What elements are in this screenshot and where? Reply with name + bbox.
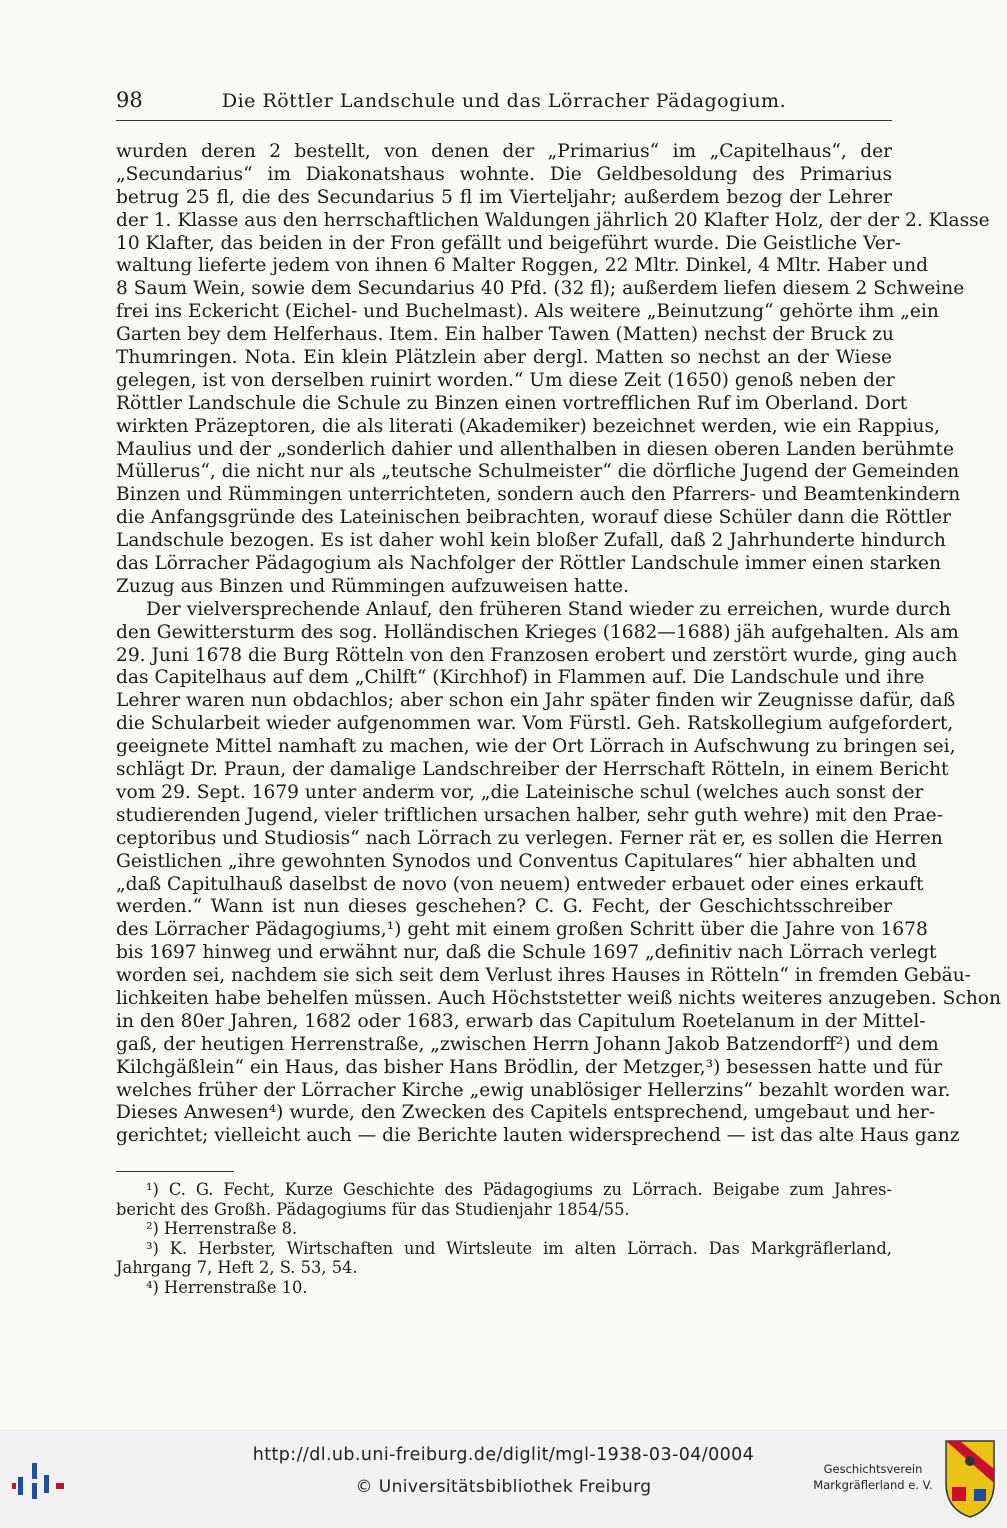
document-url-link[interactable]: http://dl.ub.uni-freiburg.de/diglit/mgl-1938-03-04/0004	[252, 1445, 755, 1465]
text-line: betrug 25 fl, die des Secundarius 5 fl im Vierteljahr; außerdem bezog der Lehrer	[116, 186, 892, 208]
text-line: Garten bey dem Helferhaus. Item. Ein halber Tawen (Matten) nechst der Bruck zu	[116, 324, 894, 346]
text-line: Dieses Anwesen⁴) wurde, den Zwecken des Capitels entsprechend, umgebaut und her-	[116, 1102, 936, 1124]
body-text	[116, 141, 1001, 1148]
text-line: Lehrer waren nun obdachlos; aber schon ein Jahr später finden wir Zeugnisse dafür, daß	[116, 690, 956, 712]
text-line: waltung lieferte jedem von ihnen 6 Malter Roggen, 22 Mltr. Dinkel, 4 Mltr. Haber und	[116, 255, 928, 277]
text-line: Der vielversprechende Anlauf, den früheren Stand wieder zu erreichen, wurde durch	[146, 598, 951, 620]
text-line: „Secundarius“ im Diakonatshaus wohnte. Die Geldbesoldung des Primarius	[116, 163, 892, 185]
text-line: werden.“ Wann ist nun dieses geschehen? C. G. Fecht, der Geschichtsschreiber	[116, 896, 892, 918]
footnote-rule	[116, 1171, 234, 1172]
running-title: Die Röttler Landschule und das Lörracher Pädagogium.	[221, 90, 787, 112]
text-line: wirkten Präzeptoren, die als literati (Akademiker) bezeichnet werden, wie ein Rappius,	[116, 415, 940, 437]
text-line: in den 80er Jahren, 1682 oder 1683, erwarb das Capitulum Roetelanum in der Mittel-	[116, 1010, 926, 1032]
text-line: des Lörracher Pädagogiums,¹) geht mit einem großen Schritt über die Jahre von 1678	[116, 919, 928, 941]
text-line: Maulius und der „sonderlich dahier und allenthalben in diesen oberen Landen berühmte	[116, 438, 954, 460]
text-line: gerichtet; vielleicht auch — die Berichte lauten widersprechend — ist das alte Haus ganz	[116, 1125, 960, 1147]
text-line: Zuzug aus Binzen und Rümmingen aufzuweisen hatte.	[116, 575, 629, 597]
text-line: 8 Saum Wein, sowie dem Secundarius 40 Pfd. (32 fl); außerdem liefen diesem 2 Schweine	[116, 278, 965, 300]
text-line: der 1. Klasse aus den herrschaftlichen Waldungen jährlich 20 Klafter Holz, der der 2. Klasse	[116, 209, 990, 231]
copyright-text: © Universitätsbibliothek Freiburg	[355, 1477, 652, 1497]
text-line: den Gewittersturm des sog. Holländischen Krieges (1682—1688) jäh aufgehalten. Als am	[116, 621, 959, 643]
text-line: frei ins Eckericht (Eichel- und Buchelmast). Als weitere „Beinutzung“ gehörte ihm „ein	[116, 301, 939, 323]
text-line: Kilchgäßlein“ ein Haus, das bisher Hans Brödlin, der Metzger,³) besessen hatte und für	[116, 1056, 943, 1078]
text-line: studierenden Jugend, vieler triftlichen ursachen halber, sehr guth wehre) mit den Prae-	[116, 804, 943, 826]
text-line: lichkeiten habe behelfen müssen. Auch Höchststetter weiß nichts weiteres anzugeben. Schon	[116, 987, 1001, 1009]
coat-of-arms-icon	[944, 1439, 996, 1519]
text-line: Landschule bezogen. Es ist daher wohl kein bloßer Zufall, daß 2 Jahrhunderte hindurch	[116, 530, 946, 552]
text-line: Geistlichen „ihre gewohnten Synodos und Conventus Capitulares“ hier abhalten und	[116, 850, 917, 872]
text-line: die Schularbeit wieder aufgenommen war. Vom Fürstl. Geh. Ratskollegium aufgefordert,	[116, 713, 954, 735]
text-line: bis 1697 hinweg und erwähnt nur, daß die Schule 1697 „definitiv nach Lörrach verlegt	[116, 942, 937, 964]
footnote-line: ³) K. Herbster, Wirtschaften und Wirtsleute im alten Lörrach. Das Markgräflerland,	[146, 1238, 892, 1258]
text-line: die Anfangsgründe des Lateinischen beibrachten, worauf diese Schüler dann die Röttler	[116, 507, 952, 529]
footnote-line: ²) Herrenstraße 8.	[146, 1219, 298, 1239]
text-line: geeignete Mittel namhaft zu machen, wie der Ort Lörrach in Aufschwung zu bringen sei,	[116, 736, 956, 758]
text-line: „daß Capitulhauß daselbst de novo (von neuem) entweder erbauet oder eines erkauft	[116, 873, 924, 895]
text-line: worden sei, nachdem sie sich seit dem Verlust ihres Hauses in Rötteln“ in fremden Gebäu-	[116, 965, 971, 987]
text-line: welches früher der Lörracher Kirche „ewig unablösiger Hellerzins“ bezahlt worden war.	[116, 1079, 951, 1101]
society-line-2: Markgräflerland e. V.	[813, 1478, 933, 1492]
page-header	[116, 86, 892, 121]
footnotes	[116, 1180, 892, 1298]
text-line: ceptoribus und Studiosis“ nach Lörrach zu verlegen. Ferner rät er, es sollen die Herren	[116, 827, 943, 849]
text-line: Thumringen. Nota. Ein klein Plätzlein aber dergl. Matten so nechst an der Wiese	[116, 347, 892, 369]
society-line-1: Geschichtsverein	[823, 1462, 923, 1476]
text-line: Müllerus“, die nicht nur als „teutsche Schulmeister“ die dörfliche Jugend der Gemeinden	[116, 461, 960, 483]
text-line: Röttler Landschule die Schule zu Binzen einen vortrefflichen Ruf im Oberland. Dort	[116, 392, 908, 414]
footnote-line: bericht des Großh. Pädagogiums für das Studienjahr 1854/55.	[116, 1199, 630, 1219]
text-line: gaß, der heutigen Herrenstraße, „zwischen Herrn Johann Jakob Batzendorff²) und dem	[116, 1033, 939, 1055]
text-line: Binzen und Rümmingen unterrichteten, sondern auch den Pfarrers- und Beamtenkindern	[116, 484, 961, 506]
text-line: das Capitelhaus auf dem „Chilft“ (Kirchhof) in Flammen auf. Die Landschule und ihre	[116, 667, 925, 689]
text-line: vom 29. Sept. 1679 unter anderm vor, „die Lateinische schul (welches auch sonst der	[116, 781, 924, 803]
footnote-line: Jahrgang 7, Heft 2, S. 53, 54.	[116, 1258, 358, 1278]
society-name	[808, 1461, 938, 1493]
text-line: das Lörracher Pädagogium als Nachfolger der Röttler Landschule immer einen starken	[116, 553, 941, 575]
footnote-line: ⁴) Herrenstraße 10.	[146, 1277, 308, 1297]
viewer-footer	[0, 1430, 1007, 1528]
text-line: wurden deren 2 bestellt, von denen der „Primarius“ im „Capitelhaus“, der	[116, 141, 892, 162]
text-line: schlägt Dr. Praun, der damalige Landschreiber der Herrschaft Rötteln, in einem Bericht	[116, 759, 949, 781]
page-number: 98	[116, 88, 143, 112]
text-line: 10 Klafter, das beiden in der Fron gefällt und beigeführt wurde. Die Geistliche Ver-	[116, 232, 901, 254]
text-line: 29. Juni 1678 die Burg Rötteln von den Franzosen erobert und zerstört wurde, ging auch	[116, 644, 958, 666]
footnote-line: ¹) C. G. Fecht, Kurze Geschichte des Pädagogiums zu Lörrach. Beigabe zum Jahres-	[146, 1180, 892, 1199]
text-line: gelegen, ist von derselben ruinirt worden.“ Um diese Zeit (1650) genoß neben der	[116, 369, 895, 391]
